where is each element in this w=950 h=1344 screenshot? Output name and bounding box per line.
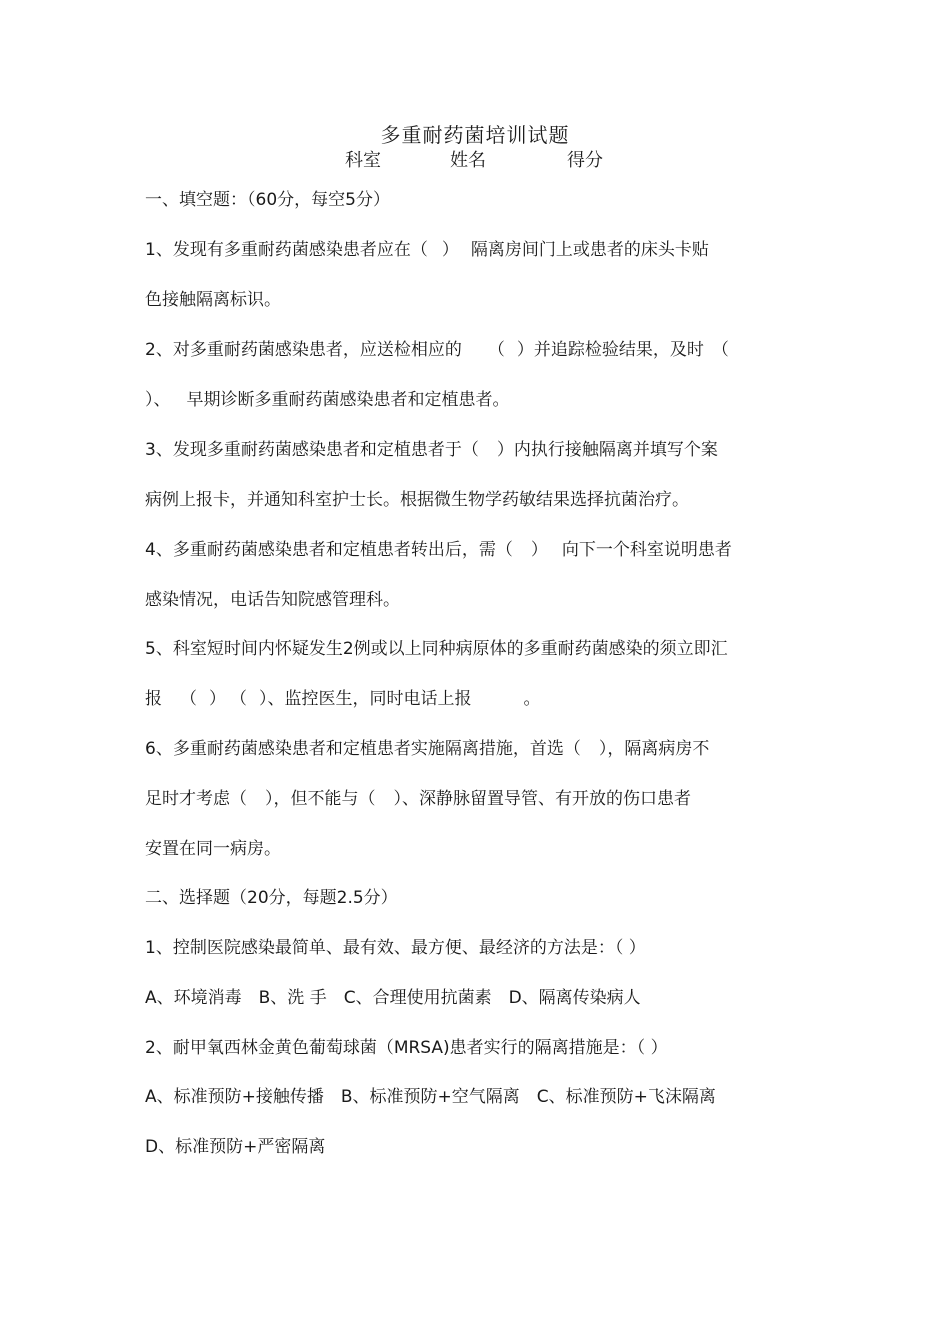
- q1-line1: [145, 238, 709, 262]
- department-label: 科室: [345, 150, 381, 171]
- q4-text-c: 向下一个科室说明患者: [561, 540, 732, 560]
- section1-heading: 一、填空题：（60分，每空5分）: [145, 190, 390, 210]
- q3-line1: [145, 438, 718, 462]
- page-title: 多重耐药菌培训试题: [380, 123, 570, 147]
- q6-line2: [145, 787, 691, 811]
- q5-text-e: ）、监控医生，同时电话上报: [259, 689, 472, 709]
- q2-text-b: （: [487, 340, 505, 360]
- q6-text-a: 6、多重耐药菌感染患者和定植患者实施隔离措施，首选（: [145, 739, 581, 759]
- q5-text-f: 。: [523, 689, 541, 709]
- q2-text-f: 早期诊断多重耐药菌感染患者和定植患者。: [186, 390, 510, 410]
- mc2-stem: 2、耐甲氧西林金黄色葡萄球菌（MRSA)患者实行的隔离措施是：（ ）: [145, 1038, 668, 1058]
- q6-text-b: ），隔离病房不: [598, 739, 710, 759]
- q6-text-c: 足时才考虑（: [145, 789, 247, 809]
- q5-text-b: （: [180, 689, 197, 709]
- q4-line2: 感染情况，电话告知院感管理科。: [145, 590, 400, 610]
- q1-text-b: ）: [441, 240, 459, 260]
- mc2-options-line1: A、标准预防+接触传播 B、标准预防+空气隔离 C、标准预防+飞沫隔离: [145, 1087, 716, 1107]
- q2-line1: [145, 338, 729, 362]
- q1-line2: 色接触隔离标识。: [145, 290, 281, 310]
- q5-text-c: ）: [209, 689, 226, 709]
- q3-text-b: ）内执行接触隔离并填写个案: [496, 440, 718, 460]
- q4-line1: [145, 538, 732, 562]
- q5-line1: 5、科室短时间内怀疑发生2例或以上同种病原体的多重耐药菌感染的须立即汇: [145, 639, 728, 659]
- q2-text-a: 2、对多重耐药菌感染患者，应送检相应的: [145, 340, 462, 360]
- q2-text-d: （: [711, 340, 729, 360]
- q3-line2: 病例上报卡，并通知科室护士长。根据微生物学药敏结果选择抗菌治疗。: [145, 490, 689, 510]
- q1-text-a: 1、发现有多重耐药菌感染患者应在（: [145, 240, 428, 260]
- score-label: 得分: [567, 150, 603, 171]
- q6-line1: [145, 737, 709, 761]
- name-label: 姓名: [450, 150, 486, 171]
- q4-text-a: 4、多重耐药菌感染患者和定植患者转出后，需（: [145, 540, 513, 560]
- q4-text-b: ）: [530, 540, 548, 560]
- q2-text-c: ）并追踪检验结果，及时: [516, 340, 704, 360]
- q3-text-a: 3、发现多重耐药菌感染患者和定植患者于（: [145, 440, 479, 460]
- q1-text-c: 隔离房间门上或患者的床头卡贴: [470, 240, 709, 260]
- q6-line3: 安置在同一病房。: [145, 839, 281, 859]
- q5-text-a: 报: [145, 689, 162, 709]
- mc1-stem: 1、控制医院感染最简单、最有效、最方便、最经济的方法是：（ ）: [145, 938, 646, 958]
- mc2-options-line2: D、标准预防+严密隔离: [145, 1137, 326, 1157]
- mc1-options: A、环境消毒 B、洗 手 C、合理使用抗菌素 D、隔离传染病人: [145, 988, 641, 1008]
- q6-text-e: ）、深静脉留置导管、有开放的伤口患者: [393, 789, 691, 809]
- q6-text-d: ），但不能与（: [265, 789, 376, 809]
- q5-line2: [145, 687, 541, 711]
- q2-line2: [145, 388, 510, 412]
- section2-heading: 二、选择题（20分，每题2.5分）: [145, 888, 398, 908]
- q2-text-e: ）、: [145, 390, 171, 410]
- q5-text-d: （: [230, 689, 247, 709]
